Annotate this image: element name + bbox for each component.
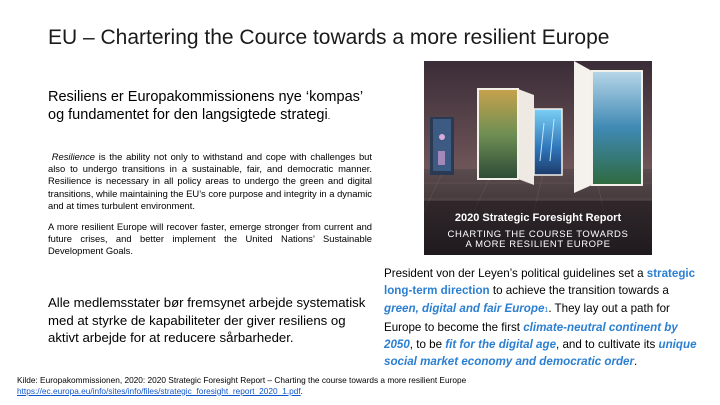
cover-illustration	[424, 61, 652, 255]
quote-part-c: to achieve the transition towards a	[489, 284, 669, 298]
cover-subtitle	[424, 230, 652, 250]
source-link-tail: .	[300, 385, 303, 396]
definition-paragraph-2: A more resilient Europe will recover faster, emerge stronger from current and future crises, and better implement the United Nations’ Sustainable Development Goals.	[48, 221, 372, 257]
intro-main: Resiliens er Europakommissionens nye ‘kompas’ og fundamentet for den langsigtede strategi	[48, 89, 363, 123]
source-link[interactable]: https://ec.europa.eu/info/sites/info/files/strategic_foresight_report_2020_1.pdf	[17, 385, 301, 396]
quote-highlight-social-market: unique social market economy and democratic order	[384, 338, 697, 369]
quote-part-g: , to be	[409, 338, 446, 352]
quote-part-i: , and to cultivate its	[556, 338, 659, 352]
source-text: Kilde: Europakommissionen, 2020: 2020 Strategic Foresight Report – Charting the course towards a more resilient Europe	[17, 375, 467, 385]
report-cover-image	[424, 61, 652, 255]
definition-text: is the ability not only to withstand and cope with challenges but also to undergo transitions in a sustainable, fair, and democratic manner. Resilience is necessary in all policy areas to undergo the green and digital transitions, while maintaining the EU’s core purpose and integrity in a dynamic and at times turbulent environment.	[48, 151, 373, 211]
intro-tail: .	[327, 111, 331, 121]
quote-part-e: . They lay out a path for Europe to become the first	[384, 301, 670, 334]
quote-part-k: .	[634, 355, 638, 369]
quote-footnote-mark: 1	[544, 306, 549, 314]
intro-text	[48, 88, 378, 125]
quote-highlight-digital-age: fit for the digital age	[445, 338, 557, 352]
source-link-line	[17, 386, 466, 397]
quote-highlight-climate-neutral: climate-neutral continent by 2050	[384, 320, 678, 352]
source-citation	[17, 375, 466, 396]
slide-title: EU – Chartering the Cource towards a more resilient Europe	[48, 26, 610, 49]
member-states-text: Alle medlemsstater bør fremsynet arbejde systematisk med at styrke de kapabiliteter der giver resiliens og aktivt arbejde for at reducere sårbarheder.	[48, 295, 366, 345]
definition-paragraph-1	[48, 151, 372, 212]
quote-highlight-direction: strategic long-term direction	[384, 267, 696, 298]
cover-subtitle-line-2: A MORE RESILIENT EUROPE	[465, 239, 611, 250]
cover-subtitle-line-1: CHARTING THE COURSE TOWARDS	[447, 229, 629, 240]
resilience-definition	[48, 151, 372, 267]
quote-highlight-green-europe: green, digital and fair Europe	[384, 301, 545, 315]
von-der-leyen-quote	[384, 265, 702, 371]
definition-term: Resilience	[51, 151, 96, 162]
quote-part-a: President von der Leyen’s political guidelines set a	[384, 267, 647, 280]
cover-title: 2020 Strategic Foresight Report	[454, 212, 622, 224]
